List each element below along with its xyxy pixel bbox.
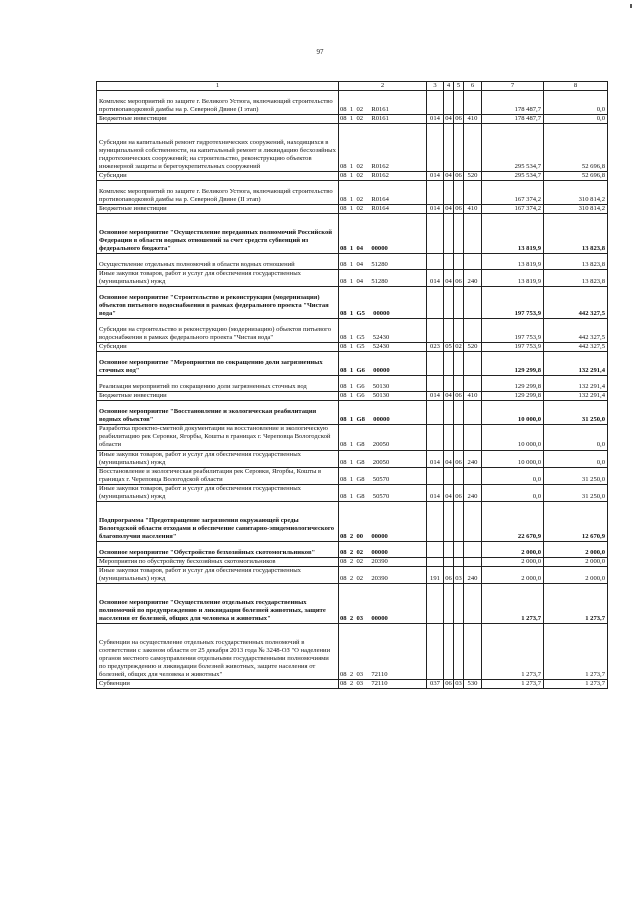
subsection-cell bbox=[454, 181, 464, 205]
row-code-cell: 08 1 G8 50570 bbox=[339, 467, 427, 484]
ministry-code-cell bbox=[427, 501, 444, 541]
header-cell: 4 bbox=[444, 82, 454, 91]
expense-type-cell: 530 bbox=[464, 679, 482, 688]
table-row bbox=[97, 557, 608, 566]
expense-type-cell bbox=[464, 287, 482, 319]
amount-col8-cell: 0,0 bbox=[544, 425, 608, 450]
subsection-cell bbox=[454, 214, 464, 254]
ministry-code-cell: 023 bbox=[427, 343, 444, 352]
header-cell: 5 bbox=[454, 82, 464, 91]
amount-col8-cell: 2 000,0 bbox=[544, 557, 608, 566]
amount-col7-cell: 1 273,7 bbox=[482, 583, 544, 623]
section-cell bbox=[444, 557, 454, 566]
expense-type-cell: 410 bbox=[464, 392, 482, 401]
row-code-cell: 08 2 03 00000 bbox=[339, 583, 427, 623]
section-cell bbox=[444, 352, 454, 376]
row-code-cell: 08 1 G8 50570 bbox=[339, 484, 427, 501]
row-name-cell: Мероприятия по обустройству бесхозяйных скотомогильников bbox=[97, 557, 339, 566]
subsection-cell: 06 bbox=[454, 270, 464, 287]
expense-type-cell bbox=[464, 501, 482, 541]
amount-col7-cell: 167 374,2 bbox=[482, 205, 544, 214]
row-name-cell: Иные закупки товаров, работ и услуг для обеспечения государственных (муниципальных) нужд bbox=[97, 484, 339, 501]
amount-col7-cell: 13 819,9 bbox=[482, 214, 544, 254]
expense-type-cell bbox=[464, 376, 482, 392]
amount-col8-cell: 442 327,5 bbox=[544, 343, 608, 352]
row-name-cell: Восстановление и экологическая реабилитация рек Серовки, Ягорбы, Кошты в границах г. Череповца Вологодской области bbox=[97, 467, 339, 484]
section-cell: 04 bbox=[445, 205, 452, 213]
row-name-cell: Субвенции на осуществление отдельных государственных полномочий в соответствии с законом области от 25 декабря 2013 года № 3248-ОЗ "О наделении органов местного самоуправления отдельными государственными полномочиями по предупреждению и ликвидации болезней животных, защите населения от болезней, общих для человека и животных" bbox=[97, 623, 339, 679]
ministry-code-cell bbox=[427, 124, 444, 172]
subsection-cell bbox=[454, 541, 464, 557]
row-name-cell: Иные закупки товаров, работ и услуг для обеспечения государственных (муниципальных) нужд bbox=[97, 450, 339, 467]
subsection-cell bbox=[454, 623, 464, 679]
row-name-cell: Комплекс мероприятий по защите г. Великого Устюга, включающий строительство противопаводковой дамбы на р. Северной Двине (II этап) bbox=[97, 181, 339, 205]
table-row bbox=[97, 91, 608, 115]
amount-col8-cell: 31 250,0 bbox=[544, 467, 608, 484]
ministry-code-cell bbox=[427, 623, 444, 679]
expense-type-cell bbox=[464, 124, 482, 172]
amount-col8-cell: 0,0 bbox=[544, 91, 608, 115]
row-name-cell: Бюджетные инвестиции bbox=[97, 205, 339, 214]
amount-col8-cell: 442 327,5 bbox=[544, 287, 608, 319]
expense-type-cell bbox=[464, 181, 482, 205]
expense-type-cell bbox=[464, 541, 482, 557]
header-cell: 3 bbox=[427, 82, 444, 91]
amount-col8-cell: 310 814,2 bbox=[544, 181, 608, 205]
row-code-cell: 08 1 02 R0164 bbox=[339, 181, 427, 205]
row-name-cell: Иные закупки товаров, работ и услуг для обеспечения государственных (муниципальных) нужд bbox=[97, 270, 339, 287]
row-name-cell: Основное мероприятие "Осуществление переданных полномочий Российской Федерации в области водных отношений за счет средств субвенций из федерального бюджета" bbox=[97, 214, 339, 254]
table-row bbox=[97, 254, 608, 270]
amount-col8-cell: 442 327,5 bbox=[544, 319, 608, 343]
subsection-cell bbox=[454, 425, 464, 450]
subsection-cell bbox=[454, 254, 464, 270]
row-code-cell: 08 1 G5 52430 bbox=[339, 319, 427, 343]
amount-col7-cell: 2 000,0 bbox=[482, 566, 544, 583]
amount-col8-cell: 13 823,8 bbox=[544, 270, 608, 287]
header-cell: 6 bbox=[464, 82, 482, 91]
amount-col8-cell: 310 814,2 bbox=[544, 205, 608, 214]
row-code-cell: 08 1 G6 50130 bbox=[339, 392, 427, 401]
row-code-cell: 08 2 03 72110 bbox=[339, 623, 427, 679]
section-cell bbox=[444, 124, 454, 172]
row-code-cell: 08 2 02 20390 bbox=[339, 557, 427, 566]
row-name-cell: Основное мероприятие "Мероприятия по сокращению доли загрязненных сточных вод" bbox=[97, 352, 339, 376]
table-row bbox=[97, 425, 608, 450]
amount-col8-cell: 0,0 bbox=[544, 115, 608, 124]
section-cell: 05 bbox=[445, 343, 452, 351]
table-row bbox=[97, 181, 608, 205]
ministry-code-cell: 014 bbox=[427, 392, 444, 401]
table-row bbox=[97, 679, 608, 688]
section-cell: 04 bbox=[445, 392, 452, 400]
section-cell: 04 bbox=[444, 450, 454, 467]
amount-col8-cell: 132 291,4 bbox=[544, 392, 608, 401]
section-cell bbox=[444, 319, 454, 343]
row-code-cell: 08 1 G8 20050 bbox=[339, 425, 427, 450]
expense-type-cell bbox=[464, 623, 482, 679]
table-row bbox=[97, 352, 608, 376]
header-row bbox=[97, 82, 608, 91]
section-cell bbox=[444, 425, 454, 450]
ministry-code-cell: 191 bbox=[427, 566, 444, 583]
amount-col8-cell: 132 291,4 bbox=[544, 352, 608, 376]
section-cell: 04 bbox=[444, 484, 454, 501]
amount-col8-cell: 1 273,7 bbox=[544, 583, 608, 623]
subsection-cell bbox=[454, 557, 464, 566]
table-row bbox=[97, 376, 608, 392]
table-row bbox=[97, 343, 608, 352]
amount-col7-cell: 1 273,7 bbox=[482, 679, 544, 688]
ministry-code-cell: 014 bbox=[427, 172, 444, 181]
subsection-cell: 06 bbox=[454, 484, 464, 501]
ministry-code-cell bbox=[427, 287, 444, 319]
amount-col7-cell: 178 487,7 bbox=[482, 115, 544, 124]
table-row bbox=[97, 401, 608, 425]
amount-col8-cell: 1 273,7 bbox=[544, 623, 608, 679]
subsection-cell: 06 bbox=[455, 205, 462, 213]
table-row bbox=[97, 623, 608, 679]
row-name-cell: Разработка проектно-сметной документации на восстановление и экологическую реабилитацию рек Серовки, Ягорбы, Кошты в границах г. Череповца Вологодской области bbox=[97, 425, 339, 450]
row-code-cell: 08 1 G6 50130 bbox=[339, 376, 427, 392]
subsection-cell bbox=[454, 287, 464, 319]
subsection-cell bbox=[454, 352, 464, 376]
expense-type-cell: 520 bbox=[464, 172, 482, 181]
amount-col8-cell: 2 000,0 bbox=[544, 566, 608, 583]
ministry-code-cell: 014 bbox=[427, 484, 444, 501]
amount-col7-cell: 2 000,0 bbox=[482, 557, 544, 566]
expense-type-cell: 410 bbox=[464, 115, 482, 124]
ministry-code-cell: 014 bbox=[427, 205, 444, 214]
section-cell bbox=[444, 254, 454, 270]
section-cell bbox=[444, 376, 454, 392]
ministry-code-cell: 014 bbox=[427, 270, 444, 287]
expense-type-cell: 240 bbox=[464, 450, 482, 467]
subsection-cell bbox=[454, 467, 464, 484]
section-cell: 04 bbox=[445, 172, 452, 180]
header-cell: 2 bbox=[339, 82, 427, 91]
row-code-cell: 08 1 G6 00000 bbox=[339, 352, 427, 376]
table-row bbox=[97, 124, 608, 172]
expense-type-cell: 240 bbox=[464, 484, 482, 501]
header-cell: 7 bbox=[482, 82, 544, 91]
section-cell bbox=[444, 181, 454, 205]
subsection-cell bbox=[454, 376, 464, 392]
amount-col7-cell: 22 670,9 bbox=[482, 501, 544, 541]
table-row bbox=[97, 392, 608, 401]
ministry-code-cell bbox=[427, 91, 444, 115]
section-cell: 04 bbox=[444, 270, 454, 287]
table-row bbox=[97, 467, 608, 484]
subsection-cell bbox=[454, 401, 464, 425]
ministry-code-cell bbox=[427, 319, 444, 343]
page-number: 97 bbox=[316, 48, 324, 56]
amount-col7-cell: 2 000,0 bbox=[482, 541, 544, 557]
amount-col8-cell: 52 696,8 bbox=[544, 172, 608, 181]
amount-col7-cell: 197 753,9 bbox=[482, 319, 544, 343]
row-name-cell: Субсидии на капитальный ремонт гидротехнических сооружений, находящихся в муниципальной собственности, на капитальный ремонт и ликвидацию бесхозяйных гидротехнических сооружений; на строительство, реконструкцию объектов инженерной защиты и берегоукрепительных сооружений bbox=[97, 124, 339, 172]
row-name-cell: Осуществление отдельных полномочий в области водных отношений bbox=[97, 254, 339, 270]
expense-type-cell bbox=[464, 91, 482, 115]
table-row bbox=[97, 270, 608, 287]
section-cell bbox=[444, 541, 454, 557]
section-cell: 06 bbox=[444, 566, 454, 583]
section-cell bbox=[444, 91, 454, 115]
section-cell bbox=[444, 214, 454, 254]
row-code-cell: 08 1 G5 00000 bbox=[339, 287, 427, 319]
ministry-code-cell: 037 bbox=[427, 679, 444, 688]
table-row bbox=[97, 501, 608, 541]
ministry-code-cell bbox=[427, 254, 444, 270]
expense-type-cell bbox=[464, 583, 482, 623]
row-code-cell: 08 1 04 51280 bbox=[339, 254, 427, 270]
expense-type-cell bbox=[464, 254, 482, 270]
ministry-code-cell bbox=[427, 425, 444, 450]
expense-type-cell: 520 bbox=[464, 343, 482, 352]
expense-type-cell bbox=[464, 319, 482, 343]
header-cell: 8 bbox=[544, 82, 608, 91]
amount-col8-cell: 2 000,0 bbox=[544, 541, 608, 557]
table-row bbox=[97, 541, 608, 557]
ministry-code-cell bbox=[427, 376, 444, 392]
subsection-cell bbox=[454, 501, 464, 541]
row-code-cell: 08 1 G8 20050 bbox=[339, 450, 427, 467]
row-name-cell: Комплекс мероприятий по защите г. Великого Устюга, включающий строительство противопаводковой дамбы на р. Северной Двине (I этап) bbox=[97, 91, 339, 115]
amount-col7-cell: 295 534,7 bbox=[482, 172, 544, 181]
section-cell bbox=[444, 467, 454, 484]
row-code-cell: 08 1 04 51280 bbox=[339, 270, 427, 287]
expense-type-cell bbox=[464, 214, 482, 254]
corner-mark bbox=[630, 4, 632, 8]
header-cell: 1 bbox=[97, 82, 339, 91]
row-code-cell: 08 1 02 R0162 bbox=[339, 172, 427, 181]
amount-col8-cell: 52 696,8 bbox=[544, 124, 608, 172]
row-code-cell: 08 1 02 R0161 bbox=[339, 115, 427, 124]
ministry-code-cell bbox=[427, 181, 444, 205]
amount-col7-cell: 1 273,7 bbox=[482, 623, 544, 679]
expense-type-cell bbox=[464, 425, 482, 450]
row-name-cell: Подпрограмма "Предотвращение загрязнения окружающей среды Вологодской области отходами и обеспечение санитарно-эпидемиологического благополучия населения" bbox=[97, 501, 339, 541]
expense-type-cell bbox=[464, 557, 482, 566]
subsection-cell bbox=[454, 583, 464, 623]
row-name-cell: Субсидии bbox=[97, 172, 339, 181]
table-row bbox=[97, 319, 608, 343]
table-row bbox=[97, 214, 608, 254]
row-name-cell: Бюджетные инвестиции bbox=[97, 392, 339, 401]
section-cell bbox=[444, 501, 454, 541]
table-row bbox=[97, 450, 608, 467]
amount-col7-cell: 197 753,9 bbox=[482, 343, 544, 352]
row-name-cell: Субсидии на строительство и реконструкцию (модернизацию) объектов питьевого водоснабжения в рамках федерального проекта "Чистая вода" bbox=[97, 319, 339, 343]
subsection-cell bbox=[454, 124, 464, 172]
amount-col7-cell: 197 753,9 bbox=[482, 287, 544, 319]
amount-col8-cell: 1 273,7 bbox=[544, 679, 608, 688]
amount-col7-cell: 13 819,9 bbox=[482, 270, 544, 287]
row-name-cell: Иные закупки товаров, работ и услуг для обеспечения государственных (муниципальных) нужд bbox=[97, 566, 339, 583]
row-code-cell: 08 2 03 72110 bbox=[339, 679, 427, 688]
amount-col8-cell: 132 291,4 bbox=[544, 376, 608, 392]
ministry-code-cell: 014 bbox=[427, 115, 444, 124]
subsection-cell: 06 bbox=[454, 450, 464, 467]
section-cell bbox=[444, 583, 454, 623]
row-name-cell: Субвенции bbox=[97, 679, 339, 688]
table-row bbox=[97, 287, 608, 319]
ministry-code-cell bbox=[427, 352, 444, 376]
subsection-cell: 03 bbox=[454, 566, 464, 583]
amount-col8-cell: 13 823,8 bbox=[544, 214, 608, 254]
row-code-cell: 08 2 02 00000 bbox=[339, 541, 427, 557]
row-name-cell: Основное мероприятие "Строительство и реконструкция (модернизация) объектов питьевого водоснабжения в рамках федерального проекта "Чистая вода" bbox=[97, 287, 339, 319]
expense-type-cell bbox=[464, 467, 482, 484]
subsection-cell: 03 bbox=[455, 679, 462, 687]
ministry-code-cell bbox=[427, 467, 444, 484]
subsection-cell bbox=[454, 91, 464, 115]
subsection-cell: 06 bbox=[455, 115, 462, 123]
amount-col8-cell: 31 250,0 bbox=[544, 401, 608, 425]
amount-col8-cell: 13 823,8 bbox=[544, 254, 608, 270]
row-code-cell: 08 1 02 R0161 bbox=[339, 91, 427, 115]
amount-col7-cell: 10 000,0 bbox=[482, 450, 544, 467]
row-name-cell: Основное мероприятие "Восстановление и экологическая реабилитация водных объектов" bbox=[97, 401, 339, 425]
ministry-code-cell: 014 bbox=[427, 450, 444, 467]
amount-col7-cell: 295 534,7 bbox=[482, 124, 544, 172]
table-row bbox=[97, 484, 608, 501]
expense-type-cell bbox=[464, 401, 482, 425]
expense-type-cell: 240 bbox=[464, 270, 482, 287]
budget-table bbox=[96, 81, 608, 689]
subsection-cell: 06 bbox=[455, 172, 462, 180]
section-cell bbox=[444, 401, 454, 425]
amount-col7-cell: 129 299,8 bbox=[482, 376, 544, 392]
amount-col7-cell: 167 374,2 bbox=[482, 181, 544, 205]
amount-col7-cell: 10 000,0 bbox=[482, 425, 544, 450]
row-code-cell: 08 1 G8 00000 bbox=[339, 401, 427, 425]
section-cell: 06 bbox=[445, 679, 452, 687]
row-code-cell: 08 1 G5 52430 bbox=[339, 343, 427, 352]
table-row bbox=[97, 115, 608, 124]
amount-col7-cell: 129 299,8 bbox=[482, 392, 544, 401]
expense-type-cell: 240 bbox=[464, 566, 482, 583]
section-cell bbox=[444, 623, 454, 679]
subsection-cell: 02 bbox=[455, 343, 462, 351]
amount-col7-cell: 10 000,0 bbox=[482, 401, 544, 425]
subsection-cell bbox=[454, 319, 464, 343]
expense-type-cell bbox=[464, 352, 482, 376]
subsection-cell: 06 bbox=[455, 392, 462, 400]
table-row bbox=[97, 172, 608, 181]
ministry-code-cell bbox=[427, 583, 444, 623]
amount-col8-cell: 12 670,9 bbox=[544, 501, 608, 541]
table-row bbox=[97, 583, 608, 623]
section-cell bbox=[444, 287, 454, 319]
ministry-code-cell bbox=[427, 557, 444, 566]
amount-col8-cell: 0,0 bbox=[544, 450, 608, 467]
row-name-cell: Бюджетные инвестиции bbox=[97, 115, 339, 124]
row-code-cell: 08 2 00 00000 bbox=[339, 501, 427, 541]
expense-type-cell: 410 bbox=[464, 205, 482, 214]
table-row bbox=[97, 566, 608, 583]
row-code-cell: 08 1 04 00000 bbox=[339, 214, 427, 254]
amount-col7-cell: 13 819,9 bbox=[482, 254, 544, 270]
amount-col8-cell: 31 250,0 bbox=[544, 484, 608, 501]
amount-col7-cell: 0,0 bbox=[482, 467, 544, 484]
amount-col7-cell: 178 487,7 bbox=[482, 91, 544, 115]
row-code-cell: 08 1 02 R0162 bbox=[339, 124, 427, 172]
section-cell: 04 bbox=[445, 115, 452, 123]
ministry-code-cell bbox=[427, 214, 444, 254]
row-name-cell: Реализация мероприятий по сокращению доли загрязненных сточных вод bbox=[97, 376, 339, 392]
row-name-cell: Основное мероприятие "Обустройство безхозяйных скотомогильников" bbox=[97, 541, 339, 557]
row-code-cell: 08 2 02 20390 bbox=[339, 566, 427, 583]
row-name-cell: Основное мероприятие "Осуществление отдельных государственных полномочий по предупреждению и ликвидации болезней животных, защите населения от болезней, общих для человека и животных" bbox=[97, 583, 339, 623]
amount-col7-cell: 129 299,8 bbox=[482, 352, 544, 376]
row-code-cell: 08 1 02 R0164 bbox=[339, 205, 427, 214]
table-row bbox=[97, 205, 608, 214]
amount-col7-cell: 0,0 bbox=[482, 484, 544, 501]
ministry-code-cell bbox=[427, 541, 444, 557]
ministry-code-cell bbox=[427, 401, 444, 425]
row-name-cell: Субсидии bbox=[97, 343, 339, 352]
